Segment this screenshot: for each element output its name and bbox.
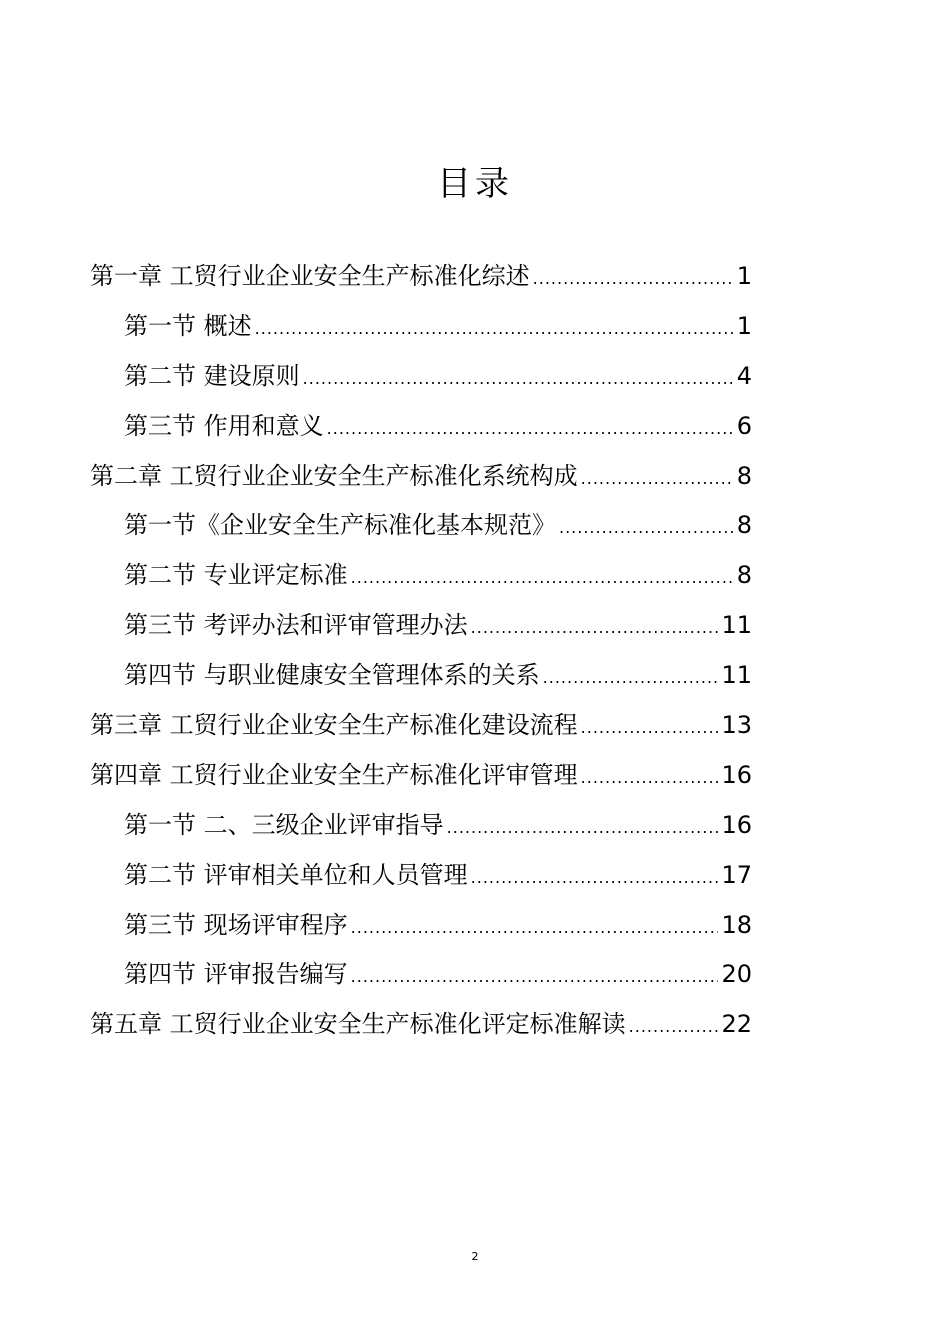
toc-entry-page: 18 bbox=[721, 910, 752, 939]
toc-entry bbox=[90, 405, 752, 455]
toc-entry-label: 第三章 工贸行业企业安全生产标准化建设流程 bbox=[90, 711, 578, 740]
toc-entry bbox=[90, 554, 752, 604]
toc-entry-label: 第三节 作用和意义 bbox=[124, 411, 324, 440]
toc-entry-page: 8 bbox=[736, 461, 752, 490]
toc-dot-leader bbox=[629, 1006, 719, 1048]
toc-entry bbox=[90, 604, 752, 654]
toc-dot-leader bbox=[581, 757, 719, 799]
toc-entry-label: 第四章 工贸行业企业安全生产标准化评审管理 bbox=[90, 760, 578, 789]
toc-entry bbox=[90, 1003, 752, 1053]
toc-entry-page: 20 bbox=[721, 960, 752, 989]
toc-entry-label: 第二节 专业评定标准 bbox=[124, 561, 348, 590]
toc-entry-label: 第一节 概述 bbox=[124, 311, 252, 340]
toc-entry-label: 第一节 二、三级企业评审指导 bbox=[124, 810, 444, 839]
toc-dot-leader bbox=[351, 557, 734, 599]
toc-entry-label: 第三节 现场评审程序 bbox=[124, 910, 348, 939]
toc-entry-label: 第二章 工贸行业企业安全生产标准化系统构成 bbox=[90, 461, 578, 490]
toc-dot-leader bbox=[447, 807, 719, 849]
toc-dot-leader bbox=[327, 408, 734, 450]
table-of-contents bbox=[90, 255, 752, 1053]
toc-entry bbox=[90, 355, 752, 405]
toc-entry bbox=[90, 904, 752, 954]
toc-dot-leader bbox=[543, 657, 719, 699]
toc-dot-leader bbox=[581, 707, 719, 749]
toc-dot-leader bbox=[581, 458, 734, 500]
toc-entry-label: 第三节 考评办法和评审管理办法 bbox=[124, 611, 468, 640]
toc-dot-leader bbox=[559, 507, 734, 549]
toc-dot-leader bbox=[351, 956, 719, 998]
toc-entry-label: 第二节 评审相关单位和人员管理 bbox=[124, 860, 468, 889]
toc-entry-label: 第四节 评审报告编写 bbox=[124, 960, 348, 989]
toc-entry-page: 6 bbox=[736, 411, 752, 440]
toc-entry-page: 11 bbox=[721, 611, 752, 640]
toc-entry bbox=[90, 754, 752, 804]
toc-entry-page: 11 bbox=[721, 661, 752, 690]
toc-entry-page: 17 bbox=[721, 860, 752, 889]
toc-entry-page: 16 bbox=[721, 810, 752, 839]
toc-entry-page: 16 bbox=[721, 760, 752, 789]
toc-dot-leader bbox=[471, 857, 719, 899]
page-number: 2 bbox=[471, 1250, 479, 1263]
toc-dot-leader bbox=[255, 308, 734, 350]
toc-dot-leader bbox=[533, 258, 734, 300]
toc-entry-page: 22 bbox=[721, 1010, 752, 1039]
toc-entry bbox=[90, 504, 752, 554]
toc-entry bbox=[90, 854, 752, 904]
toc-entry-page: 1 bbox=[736, 311, 752, 340]
toc-entry-label: 第四节 与职业健康安全管理体系的关系 bbox=[124, 661, 540, 690]
toc-entry-page: 13 bbox=[721, 711, 752, 740]
toc-entry bbox=[90, 804, 752, 854]
toc-entry-label: 第二节 建设原则 bbox=[124, 361, 300, 390]
toc-entry-page: 4 bbox=[736, 361, 752, 390]
toc-entry-label: 第一节《企业安全生产标准化基本规范》 bbox=[124, 511, 556, 540]
toc-entry bbox=[90, 953, 752, 1003]
toc-entry-label: 第一章 工贸行业企业安全生产标准化综述 bbox=[90, 262, 530, 290]
toc-dot-leader bbox=[303, 358, 734, 400]
toc-entry bbox=[90, 305, 752, 355]
toc-entry bbox=[90, 704, 752, 754]
toc-entry-label: 第五章 工贸行业企业安全生产标准化评定标准解读 bbox=[90, 1010, 626, 1039]
toc-entry-page: 8 bbox=[736, 561, 752, 590]
toc-entry-page: 1 bbox=[736, 262, 752, 290]
document-title: 目录 bbox=[437, 164, 513, 204]
toc-entry bbox=[90, 255, 752, 305]
toc-dot-leader bbox=[351, 907, 719, 949]
toc-entry-page: 8 bbox=[736, 511, 752, 540]
toc-dot-leader bbox=[471, 607, 719, 649]
toc-entry bbox=[90, 455, 752, 505]
toc-entry bbox=[90, 654, 752, 704]
